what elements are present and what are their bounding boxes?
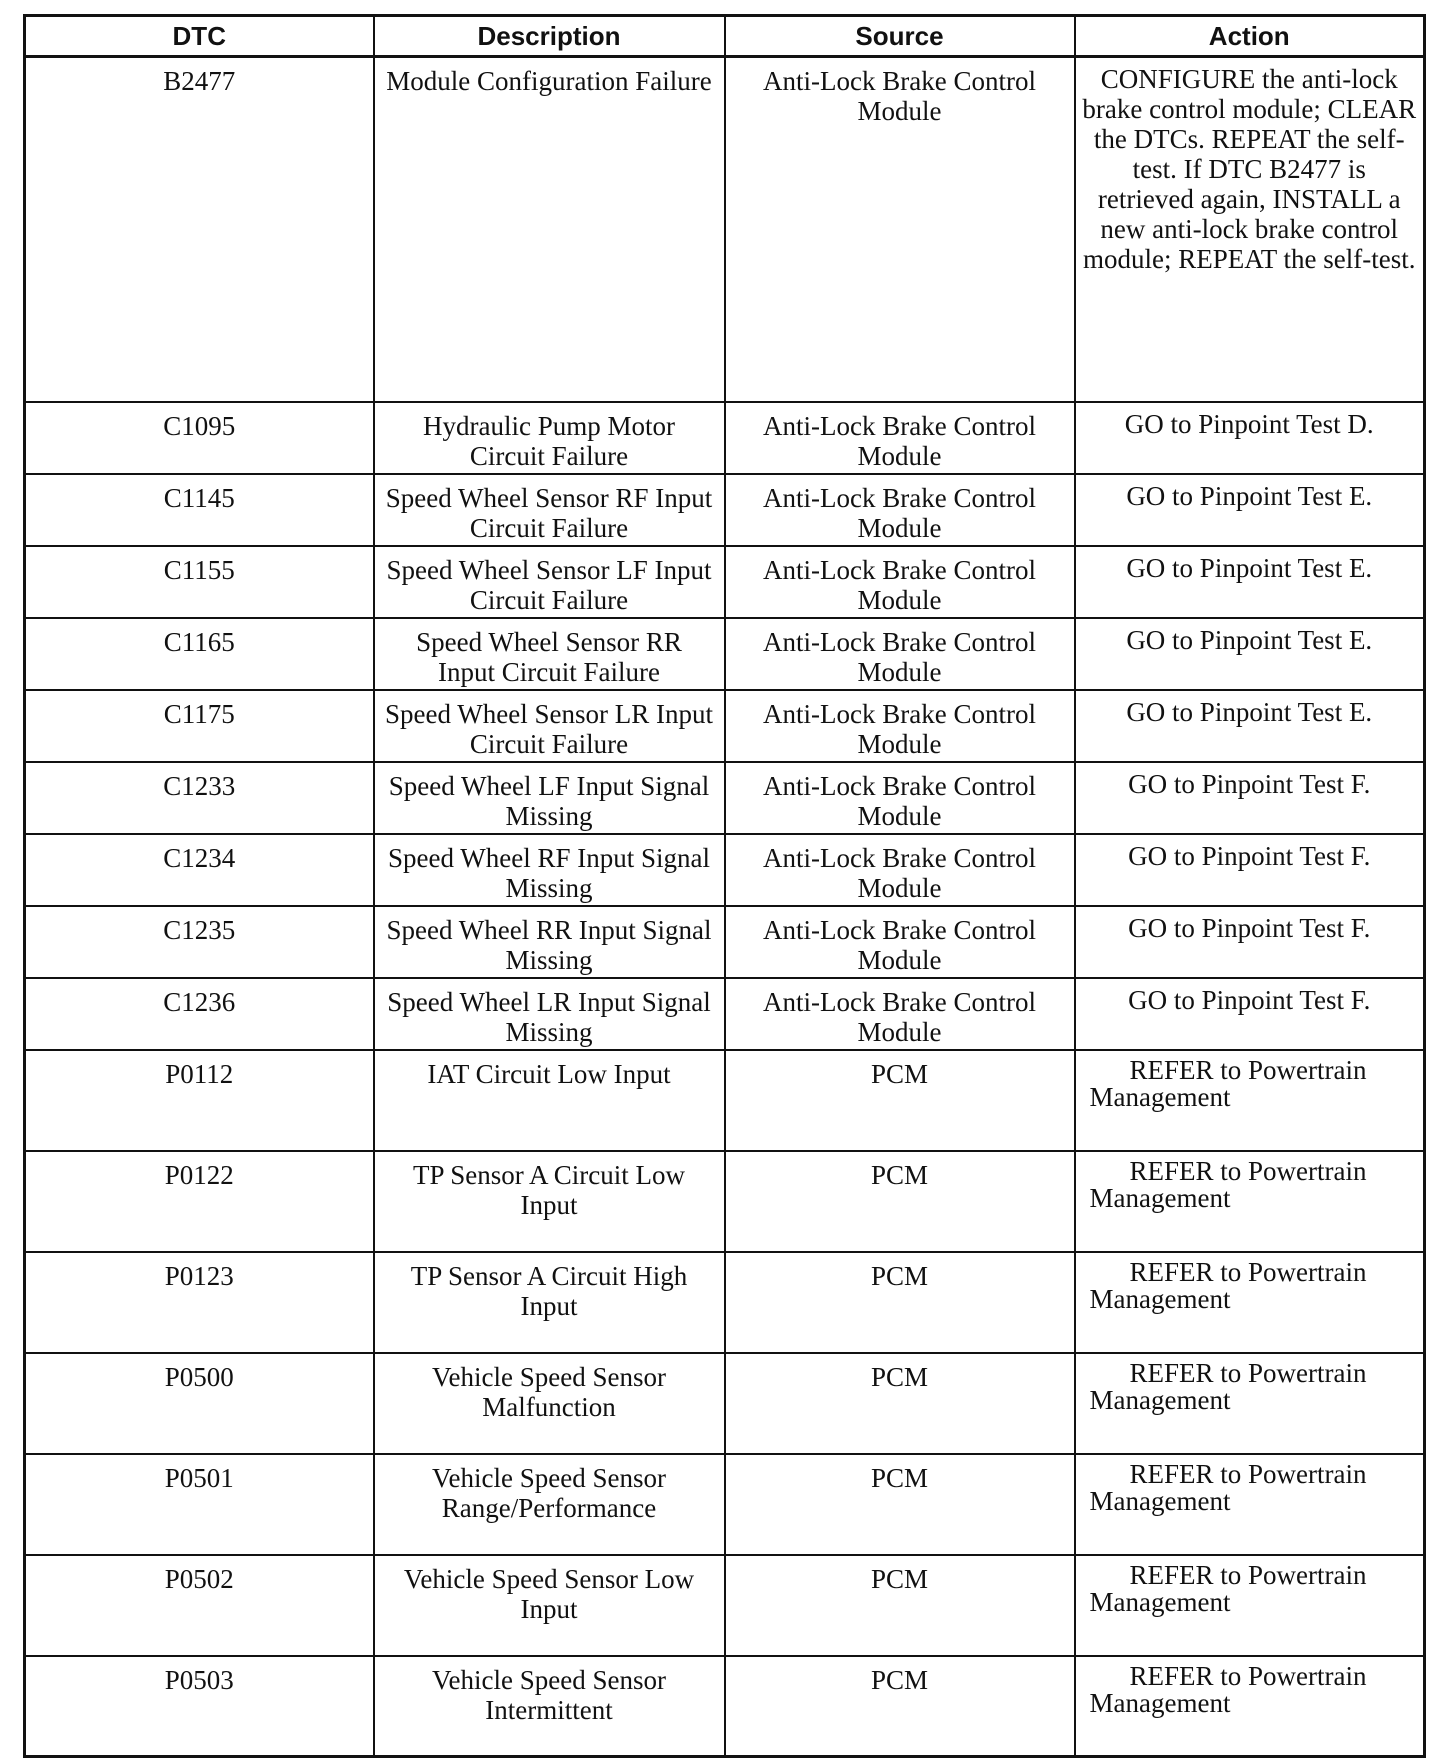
dtc-cell: P0501 — [25, 1454, 374, 1555]
source-cell: PCM — [725, 1454, 1075, 1555]
action-cell — [1075, 1656, 1425, 1757]
description-cell: Vehicle Speed Sensor Intermittent — [374, 1656, 725, 1757]
source-cell: Anti-Lock Brake Control Module — [725, 690, 1075, 762]
table-row — [25, 1656, 1425, 1757]
source-cell: PCM — [725, 1151, 1075, 1252]
description-cell: Speed Wheel LF Input Signal Missing — [374, 762, 725, 834]
description-cell: IAT Circuit Low Input — [374, 1050, 725, 1151]
action-cell — [1075, 1151, 1425, 1252]
table-row — [25, 618, 1425, 690]
action-cell: GO to Pinpoint Test F. — [1075, 762, 1425, 834]
table-row — [25, 402, 1425, 474]
header-source: Source — [725, 16, 1075, 57]
action-cell — [1075, 1555, 1425, 1656]
action-line-1: REFER to Powertrain — [1129, 1660, 1367, 1691]
description-cell: TP Sensor A Circuit Low Input — [374, 1151, 725, 1252]
table-row — [25, 1353, 1425, 1454]
action-line-2: Management — [1089, 1687, 1231, 1718]
table-row — [25, 1050, 1425, 1151]
action-line-1: REFER to Powertrain — [1129, 1357, 1367, 1388]
action-cell — [1075, 1454, 1425, 1555]
dtc-cell: C1155 — [25, 546, 374, 618]
action-cell: GO to Pinpoint Test F. — [1075, 834, 1425, 906]
table-row — [25, 474, 1425, 546]
action-line-2: Management — [1089, 1283, 1231, 1314]
dtc-cell: P0500 — [25, 1353, 374, 1454]
source-cell: Anti-Lock Brake Control Module — [725, 978, 1075, 1050]
action-line-1: REFER to Powertrain — [1129, 1256, 1367, 1287]
description-cell: Speed Wheel Sensor RF Input Circuit Failure — [374, 474, 725, 546]
header-description: Description — [374, 16, 725, 57]
action-line-2: Management — [1089, 1081, 1231, 1112]
source-cell: PCM — [725, 1656, 1075, 1757]
dtc-cell: C1233 — [25, 762, 374, 834]
table-row — [25, 978, 1425, 1050]
action-cell — [1075, 1353, 1425, 1454]
description-cell: Speed Wheel Sensor RR Input Circuit Failure — [374, 618, 725, 690]
action-line-1: REFER to Powertrain — [1129, 1559, 1367, 1590]
source-cell: Anti-Lock Brake Control Module — [725, 57, 1075, 402]
description-cell: Speed Wheel RF Input Signal Missing — [374, 834, 725, 906]
source-cell: Anti-Lock Brake Control Module — [725, 474, 1075, 546]
dtc-cell: C1234 — [25, 834, 374, 906]
source-cell: Anti-Lock Brake Control Module — [725, 402, 1075, 474]
action-cell: GO to Pinpoint Test F. — [1075, 978, 1425, 1050]
source-cell: PCM — [725, 1050, 1075, 1151]
description-cell: Speed Wheel RR Input Signal Missing — [374, 906, 725, 978]
description-cell: Speed Wheel LR Input Signal Missing — [374, 978, 725, 1050]
source-cell: Anti-Lock Brake Control Module — [725, 906, 1075, 978]
action-line-2: Management — [1089, 1485, 1231, 1516]
dtc-cell: C1235 — [25, 906, 374, 978]
source-cell: PCM — [725, 1555, 1075, 1656]
table-row — [25, 690, 1425, 762]
table-row — [25, 1454, 1425, 1555]
dtc-cell: B2477 — [25, 57, 374, 402]
description-cell: TP Sensor A Circuit High Input — [374, 1252, 725, 1353]
dtc-cell: C1175 — [25, 690, 374, 762]
description-cell: Speed Wheel Sensor LR Input Circuit Failure — [374, 690, 725, 762]
action-cell: GO to Pinpoint Test D. — [1075, 402, 1425, 474]
action-cell — [1075, 1252, 1425, 1353]
source-cell: Anti-Lock Brake Control Module — [725, 762, 1075, 834]
action-cell: GO to Pinpoint Test E. — [1075, 618, 1425, 690]
header-dtc: DTC — [25, 16, 374, 57]
source-cell: Anti-Lock Brake Control Module — [725, 546, 1075, 618]
source-cell: PCM — [725, 1353, 1075, 1454]
table-header-row — [25, 16, 1425, 57]
table-row — [25, 546, 1425, 618]
table-row — [25, 906, 1425, 978]
source-cell: Anti-Lock Brake Control Module — [725, 834, 1075, 906]
table-row — [25, 762, 1425, 834]
table-row — [25, 1252, 1425, 1353]
action-cell: GO to Pinpoint Test E. — [1075, 546, 1425, 618]
table-row — [25, 1151, 1425, 1252]
dtc-cell: P0502 — [25, 1555, 374, 1656]
description-cell: Vehicle Speed Sensor Low Input — [374, 1555, 725, 1656]
dtc-cell: P0112 — [25, 1050, 374, 1151]
table-row — [25, 1555, 1425, 1656]
description-cell: Hydraulic Pump Motor Circuit Failure — [374, 402, 725, 474]
source-cell: Anti-Lock Brake Control Module — [725, 618, 1075, 690]
table-row — [25, 834, 1425, 906]
description-cell: Speed Wheel Sensor LF Input Circuit Failure — [374, 546, 725, 618]
dtc-cell: P0122 — [25, 1151, 374, 1252]
action-line-2: Management — [1089, 1182, 1231, 1213]
action-line-1: REFER to Powertrain — [1129, 1155, 1367, 1186]
header-action: Action — [1075, 16, 1425, 57]
action-cell: GO to Pinpoint Test E. — [1075, 474, 1425, 546]
action-cell: CONFIGURE the anti-lock brake control module; CLEAR the DTCs. REPEAT the self-test. If DTC B2477 is retrieved again, INSTALL a new anti-lock brake control module; REPEAT the self-test. — [1075, 57, 1425, 402]
action-line-2: Management — [1089, 1384, 1231, 1415]
dtc-cell: C1095 — [25, 402, 374, 474]
action-cell: GO to Pinpoint Test E. — [1075, 690, 1425, 762]
dtc-cell: C1236 — [25, 978, 374, 1050]
action-line-1: REFER to Powertrain — [1129, 1458, 1367, 1489]
dtc-cell: P0503 — [25, 1656, 374, 1757]
description-cell: Vehicle Speed Sensor Range/Performance — [374, 1454, 725, 1555]
dtc-cell: C1165 — [25, 618, 374, 690]
source-cell: PCM — [725, 1252, 1075, 1353]
table-row — [25, 57, 1425, 402]
action-cell — [1075, 1050, 1425, 1151]
dtc-table — [23, 14, 1426, 1758]
action-cell: GO to Pinpoint Test F. — [1075, 906, 1425, 978]
action-line-1: REFER to Powertrain — [1129, 1054, 1367, 1085]
action-line-2: Management — [1089, 1586, 1231, 1617]
dtc-cell: P0123 — [25, 1252, 374, 1353]
description-cell: Vehicle Speed Sensor Malfunction — [374, 1353, 725, 1454]
dtc-cell: C1145 — [25, 474, 374, 546]
description-cell: Module Configuration Failure — [374, 57, 725, 402]
